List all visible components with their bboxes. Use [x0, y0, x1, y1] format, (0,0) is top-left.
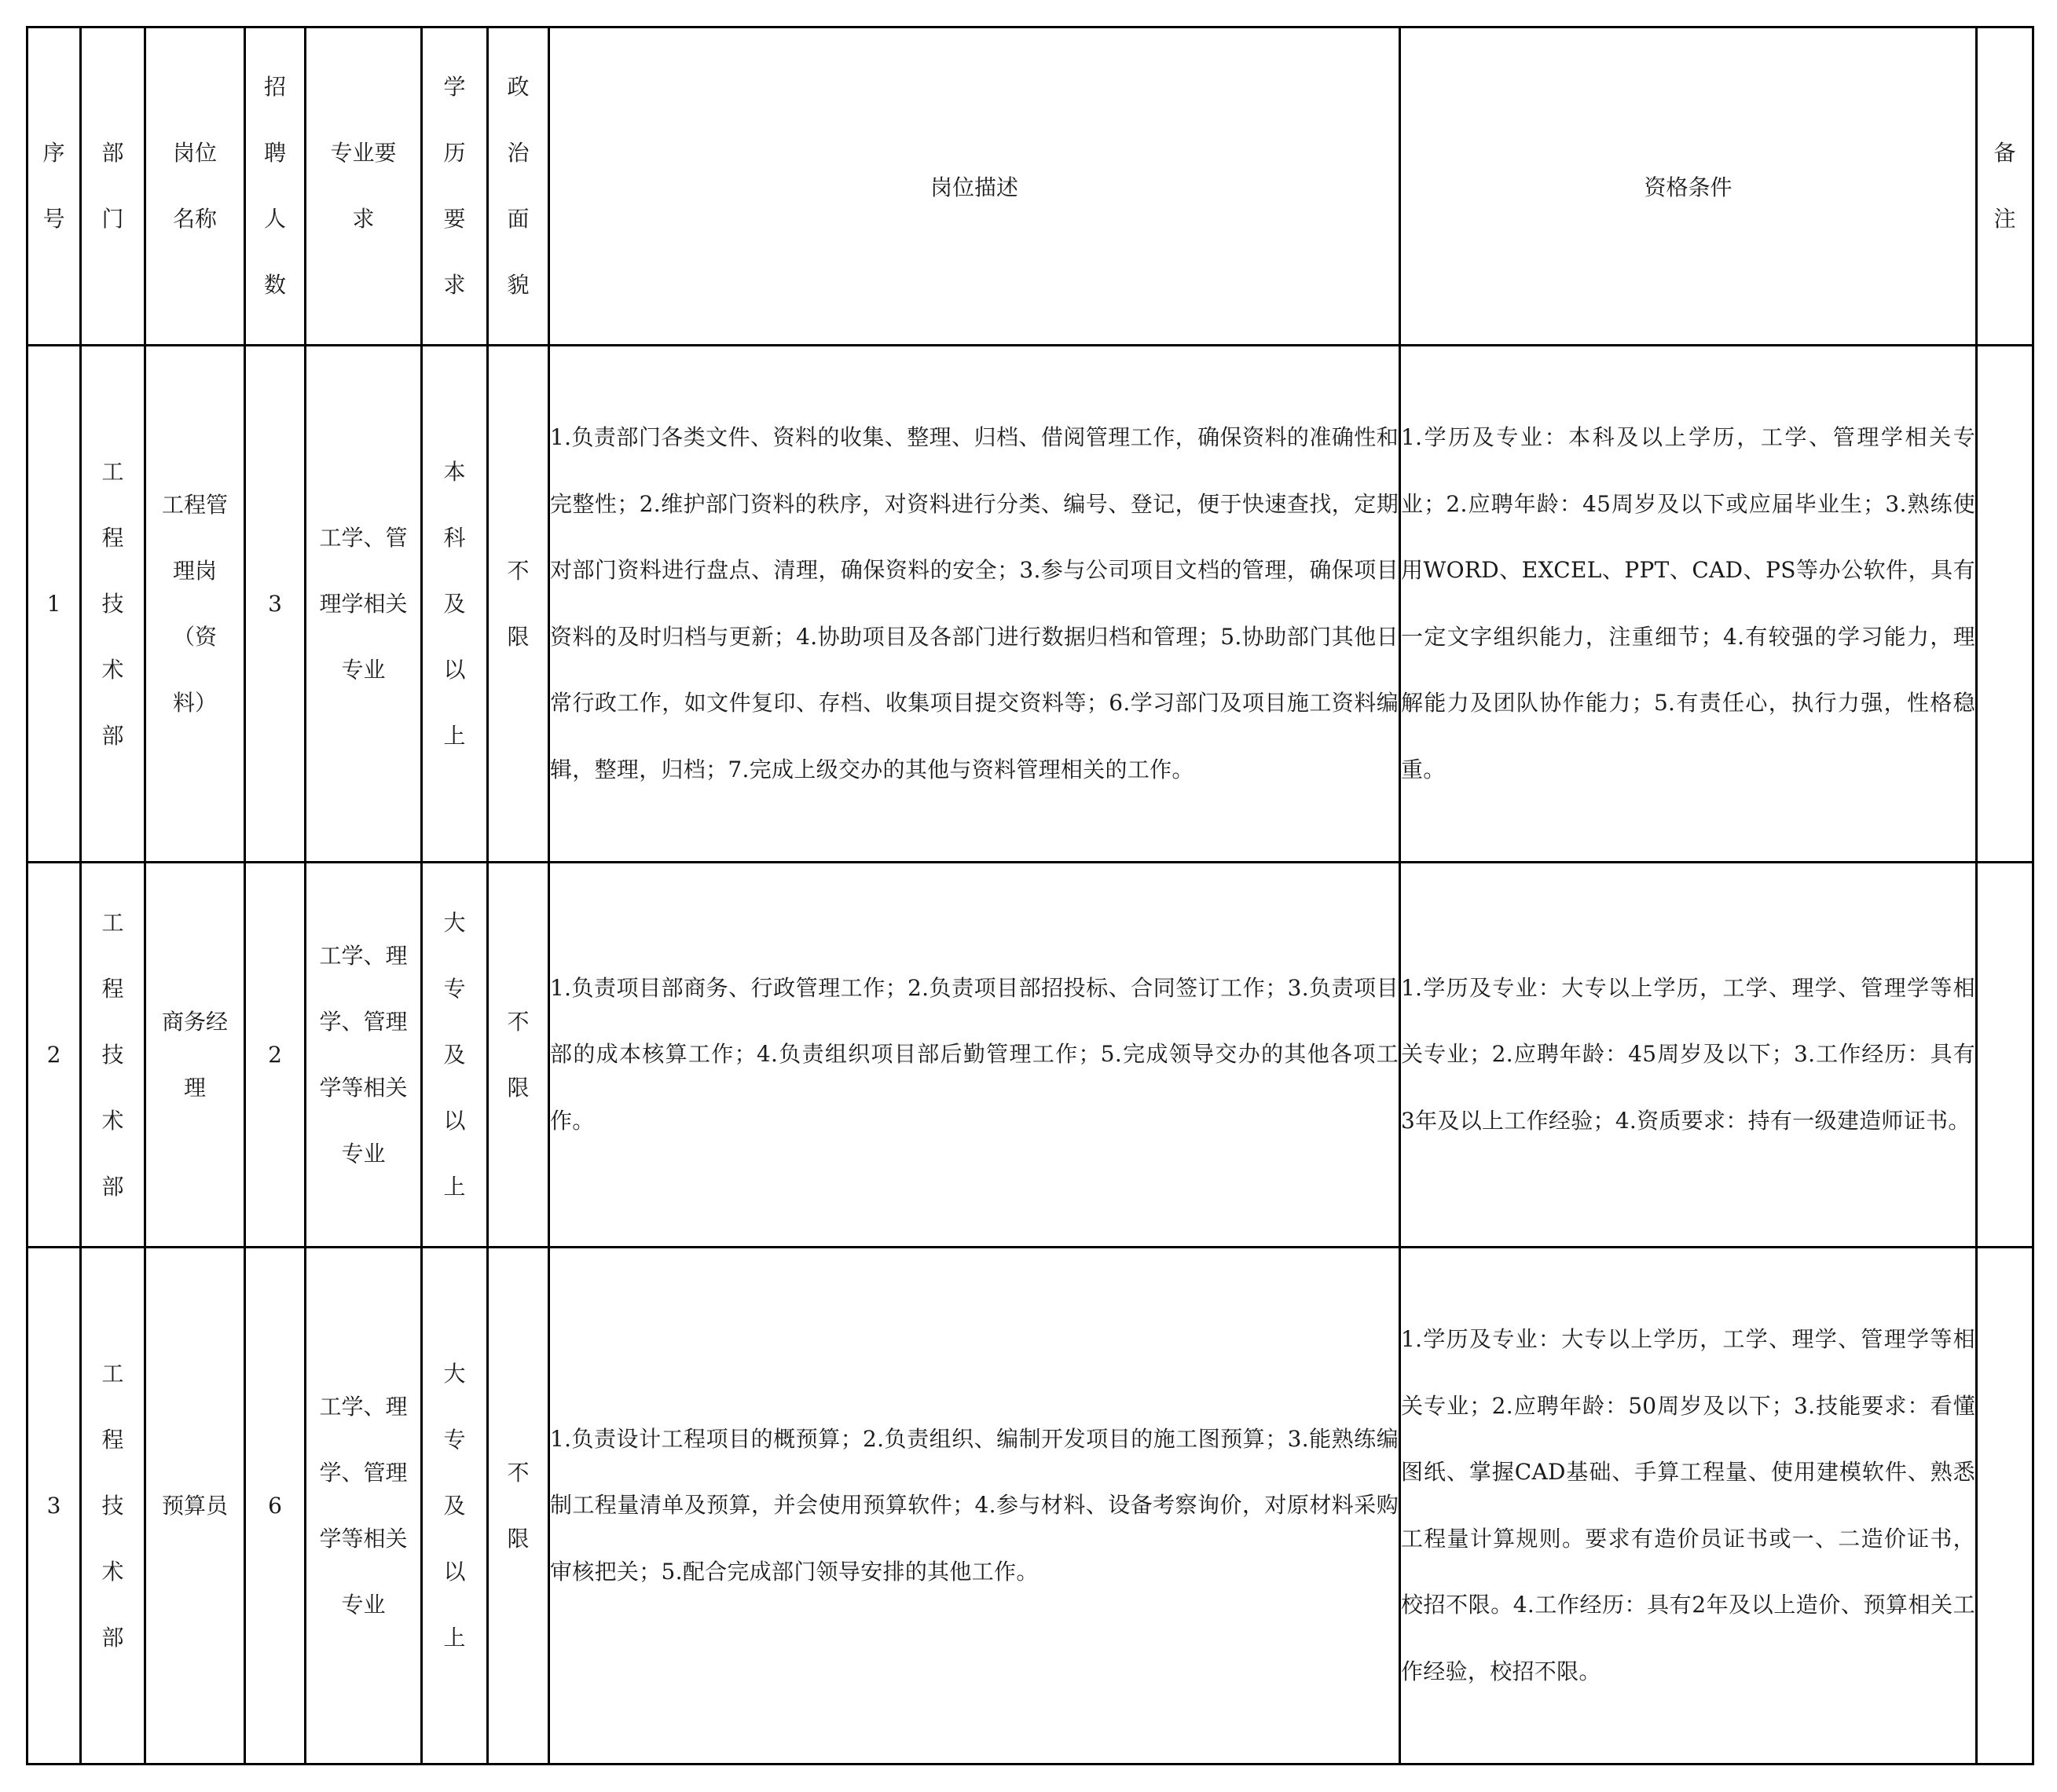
cell-education: 本科及以上	[422, 346, 488, 863]
cell-qualifications: 1.学历及专业：大专以上学历，工学、理学、管理学等相关专业；2.应聘年龄：45周岁及以下；3.工作经历：具有3年及以上工作经验；4.资质要求：持有一级建造师证书。	[1400, 863, 1977, 1248]
cell-headcount: 2	[245, 863, 306, 1248]
cell-headcount: 3	[245, 346, 306, 863]
cell-political: 不限	[488, 346, 549, 863]
recruitment-table	[26, 26, 2034, 1765]
cell-major: 工学、理学、管理学等相关专业	[306, 863, 422, 1248]
header-row	[28, 27, 2033, 346]
cell-major: 工学、管理学相关专业	[306, 346, 422, 863]
cell-description: 1.负责项目部商务、行政管理工作；2.负责项目部招投标、合同签订工作；3.负责项目部的成本核算工作；4.负责组织项目部后勤管理工作；5.完成领导交办的其他各项工作。	[549, 863, 1400, 1248]
header-description: 岗位描述	[549, 27, 1400, 346]
cell-seq: 3	[28, 1248, 81, 1765]
header-seq: 序号	[28, 27, 81, 346]
table-row	[28, 1248, 2033, 1765]
cell-seq: 1	[28, 346, 81, 863]
cell-education: 大专及以上	[422, 1248, 488, 1765]
cell-description: 1.负责设计工程项目的概预算；2.负责组织、编制开发项目的施工图预算；3.能熟练编制工程量清单及预算，并会使用预算软件；4.参与材料、设备考察询价，对原材料采购审核把关；5.配合完成部门领导安排的其他工作。	[549, 1248, 1400, 1765]
cell-position: 预算员	[145, 1248, 245, 1765]
cell-description: 1.负责部门各类文件、资料的收集、整理、归档、借阅管理工作，确保资料的准确性和完整性；2.维护部门资料的秩序，对资料进行分类、编号、登记，便于快速查找，定期对部门资料进行盘点、清理，确保资料的安全；3.参与公司项目文档的管理，确保项目资料的及时归档与更新；4.协助项目及各部门进行数据归档和管理；5.协助部门其他日常行政工作，如文件复印、存档、收集项目提交资料等；6.学习部门及项目施工资料编辑，整理，归档；7.完成上级交办的其他与资料管理相关的工作。	[549, 346, 1400, 863]
cell-remarks	[1977, 863, 2033, 1248]
cell-position: 工程管理岗（资料）	[145, 346, 245, 863]
header-education: 学历要求	[422, 27, 488, 346]
cell-remarks	[1977, 1248, 2033, 1765]
header-department: 部门	[81, 27, 145, 346]
header-major: 专业要求	[306, 27, 422, 346]
header-political: 政治面貌	[488, 27, 549, 346]
cell-qualifications: 1.学历及专业：大专以上学历，工学、理学、管理学等相关专业；2.应聘年龄：50周岁及以下；3.技能要求：看懂图纸、掌握CAD基础、手算工程量、使用建模软件、熟悉工程量计算规则。要求有造价员证书或一、二造价证书，校招不限。4.工作经历：具有2年及以上造价、预算相关工作经验，校招不限。	[1400, 1248, 1977, 1765]
cell-political: 不限	[488, 1248, 549, 1765]
cell-seq: 2	[28, 863, 81, 1248]
cell-political: 不限	[488, 863, 549, 1248]
cell-major: 工学、理学、管理学等相关专业	[306, 1248, 422, 1765]
cell-department: 工程技术部	[81, 863, 145, 1248]
cell-headcount: 6	[245, 1248, 306, 1765]
cell-qualifications: 1.学历及专业：本科及以上学历，工学、管理学相关专业；2.应聘年龄：45周岁及以下或应届毕业生；3.熟练使用WORD、EXCEL、PPT、CAD、PS等办公软件，具有一定文字组织能力，注重细节；4.有较强的学习能力，理解能力及团队协作能力；5.有责任心，执行力强，性格稳重。	[1400, 346, 1977, 863]
table-row	[28, 863, 2033, 1248]
table-row	[28, 346, 2033, 863]
cell-education: 大专及以上	[422, 863, 488, 1248]
header-headcount: 招聘人数	[245, 27, 306, 346]
cell-department: 工程技术部	[81, 1248, 145, 1765]
cell-remarks	[1977, 346, 2033, 863]
cell-position: 商务经理	[145, 863, 245, 1248]
header-remarks: 备注	[1977, 27, 2033, 346]
header-position: 岗位名称	[145, 27, 245, 346]
cell-department: 工程技术部	[81, 346, 145, 863]
header-qualifications: 资格条件	[1400, 27, 1977, 346]
